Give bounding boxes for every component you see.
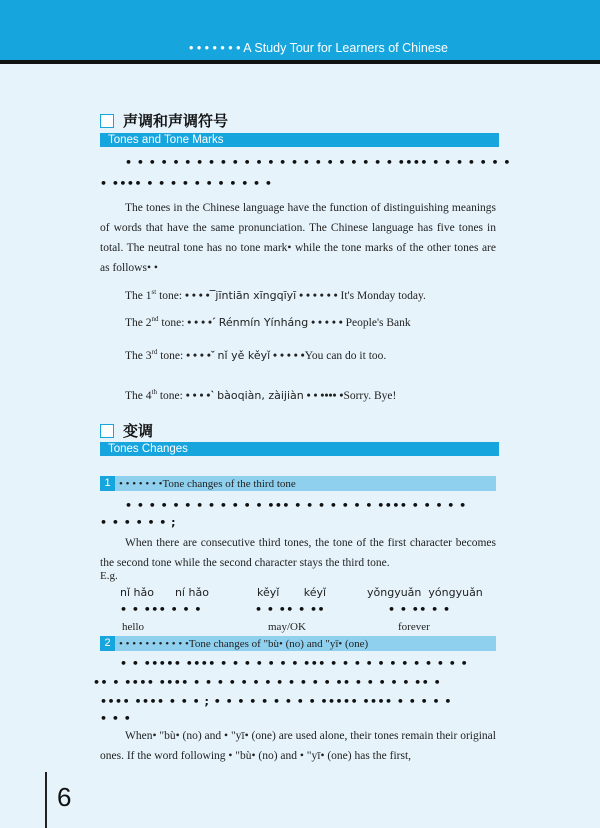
- tone-example-4: [125, 388, 396, 402]
- tone-label-rest: tone:: [156, 289, 183, 302]
- tone-ordinal: th: [151, 388, 157, 396]
- tone-meaning: You can do it too.: [304, 349, 387, 362]
- paragraph-tones: The tones in the Chinese language have the function of distinguishing meanings of words that have the same pronunciation. The Chinese language has five tones in total. The neutral tone has no tone mark• while the tone marks of the other tones are as follows• •: [100, 202, 496, 274]
- subsection-heading-2: [100, 636, 496, 651]
- dots-line: • • • • • • ;: [100, 516, 177, 529]
- tone-label: The 2: [125, 316, 152, 329]
- section-heading-zh: 声调和声调符号: [123, 112, 229, 130]
- tone-ordinal: nd: [151, 315, 159, 323]
- tone-pinyin: Rénmín Yínháng: [218, 315, 309, 329]
- paragraph-third-tone: When there are consecutive third tones, the tone of the first character becomes the second tone while the second character stays the third tone.: [100, 537, 496, 569]
- section-heading-en: Tones and Tone Marks: [100, 133, 499, 147]
- example-dots: • • •• • ••: [255, 603, 326, 616]
- subsection-title: • • • • • • •Tone changes of the third tone: [119, 477, 296, 490]
- dots-line: • • ••••• •••• • • • • • • • ••• • • • • • • • • • • • •: [120, 657, 469, 670]
- example-changed: ní hǎo: [174, 586, 209, 599]
- example-changed: kéyǐ: [303, 586, 327, 599]
- tone-pinyin: nǐ yě kěyǐ: [217, 348, 271, 362]
- eg-label: E.g.: [100, 570, 118, 582]
- example-original: yǒngyuǎn: [367, 586, 422, 599]
- section-heading-tones: [100, 110, 228, 131]
- running-header-title: • • • • • • • A Study Tour for Learners of Chinese: [188, 41, 448, 55]
- tone-dots: • • • • • •: [296, 289, 341, 302]
- page-number: 6: [57, 782, 72, 812]
- dots-line: • • • • • • • • • • • • ••• • • • • • • • •••• • • • • •: [125, 499, 467, 512]
- tone-pinyin: bàoqiàn, zàijiàn: [217, 388, 304, 402]
- tone-dots: • • • • •: [270, 349, 305, 362]
- dots-line: •• • •••• •••• • • • • • • • • • • • • •• • • • • • •• •: [93, 676, 442, 689]
- tone-label: The 3: [125, 349, 152, 362]
- dots-line: • • • • • • • • • • • • • • • • • • • • • • • •••• • • • • • • •: [125, 156, 511, 169]
- square-icon: [100, 114, 114, 128]
- square-icon: [100, 424, 114, 438]
- subsection-heading-1: [100, 476, 496, 491]
- example-dots: • • •• • •: [388, 603, 451, 616]
- section-heading-zh: 变调: [123, 422, 154, 440]
- tone-mark: • • • •ˊ: [184, 316, 219, 329]
- example-pinyin: [367, 586, 483, 599]
- tone-mark: • • • •¯: [182, 289, 216, 302]
- example-pinyin: [120, 586, 209, 599]
- example-changed: yóngyuǎn: [428, 586, 483, 599]
- tone-dots: • • • • •: [308, 316, 346, 329]
- tone-label-rest: tone:: [158, 316, 185, 329]
- tone-example-1: [125, 288, 426, 302]
- tone-meaning: Sorry. Bye!: [343, 389, 397, 402]
- example-dots: • • ••• • • •: [120, 603, 202, 616]
- example-original: kěyǐ: [257, 586, 280, 599]
- tone-example-2: [125, 315, 411, 329]
- tone-ordinal: st: [151, 288, 157, 296]
- header-rule: [0, 60, 600, 64]
- tone-meaning: People's Bank: [345, 316, 411, 329]
- tone-label: The 1: [125, 289, 152, 302]
- tone-label: The 4: [125, 389, 152, 402]
- example-gloss: hello: [122, 621, 144, 633]
- example-gloss: forever: [398, 621, 430, 633]
- section-heading-en: Tones Changes: [100, 442, 499, 456]
- subsection-title: • • • • • • • • • • •Tone changes of "bù• (no) and "yī• (one): [119, 637, 369, 650]
- example-gloss: may/OK: [268, 621, 306, 633]
- paragraph-bu-yi: When• "bù• (no) and • "yī• (one) are used alone, their tones remain their original ones. If the word following • "bù• (no) and • "yī• (one) has the first,: [100, 730, 496, 762]
- tone-example-3: [125, 348, 386, 362]
- tone-mark: • • • •ˇ: [183, 349, 218, 362]
- tone-dots: • • •••• •: [303, 389, 344, 402]
- tone-pinyin: jīntiān xīngqīyī: [215, 288, 297, 302]
- subsection-number: 2: [100, 636, 115, 651]
- tone-label-rest: tone:: [156, 389, 183, 402]
- tone-label-rest: tone:: [157, 349, 184, 362]
- section-heading-tone-changes: [100, 420, 153, 441]
- dots-line: •••• •••• • • • ; • • • • • • • • • ••••• •••• • • • • •: [100, 695, 452, 708]
- tone-mark: • • • •ˋ: [182, 389, 218, 402]
- page-margin-rule: [45, 772, 47, 828]
- dots-line: • •••• • • • • • • • • • • •: [100, 177, 273, 190]
- dots-line: • • •: [100, 712, 132, 725]
- subsection-number: 1: [100, 476, 115, 491]
- tone-meaning: It's Monday today.: [340, 289, 426, 302]
- tone-ordinal: rd: [151, 348, 158, 356]
- example-pinyin: [257, 586, 326, 599]
- example-original: nǐ hǎo: [120, 586, 154, 599]
